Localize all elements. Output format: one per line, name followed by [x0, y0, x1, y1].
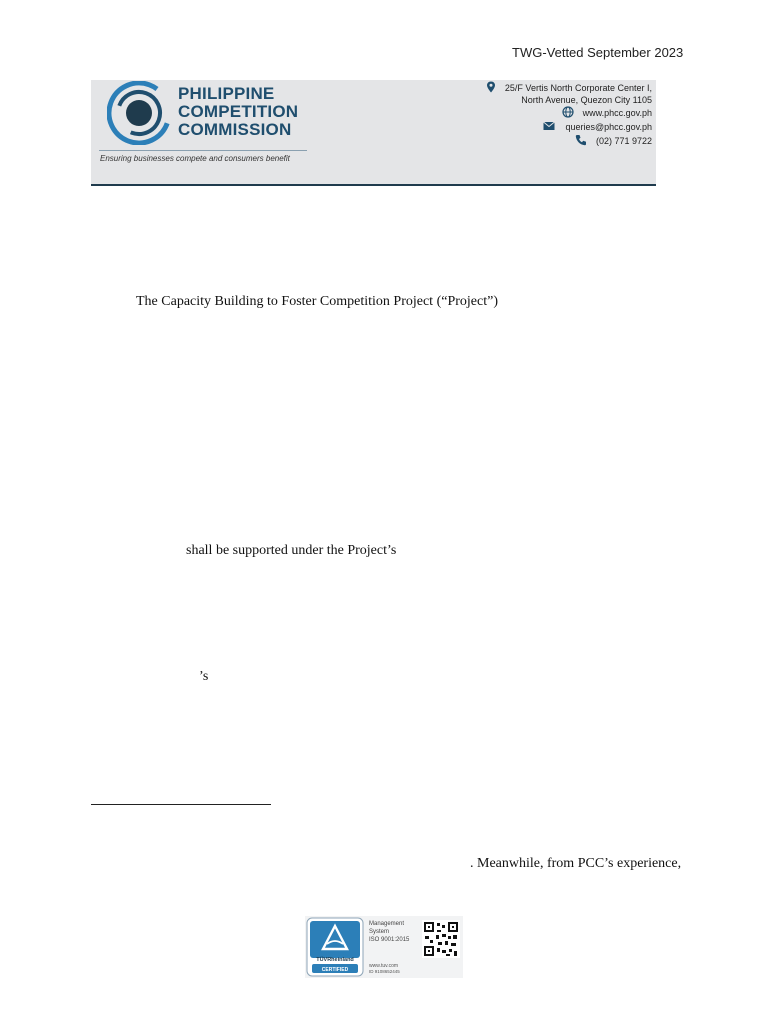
cert-id: ID 9108652445	[369, 969, 400, 974]
phone-icon	[575, 134, 587, 146]
tagline-rule	[99, 150, 307, 151]
org-name-line3: COMMISSION	[178, 120, 292, 139]
cert-brand: TÜVRheinland	[316, 957, 354, 963]
website-link[interactable]: www.phcc.gov.ph	[582, 108, 652, 118]
email-link[interactable]: queries@phcc.gov.ph	[565, 122, 652, 132]
footnote-separator	[91, 804, 271, 805]
body-text-support: shall be supported under the Project’s	[186, 543, 397, 558]
envelope-icon	[543, 120, 555, 132]
org-name-line2: COMPETITION	[178, 102, 299, 121]
cert-system-line1: Management	[369, 921, 405, 927]
pcc-logo	[107, 81, 171, 145]
vetted-label: TWG-Vetted September 2023	[512, 45, 684, 60]
globe-icon	[562, 106, 574, 118]
cert-certified: CERTIFIED	[321, 967, 349, 973]
cert-system-line2: System	[369, 929, 390, 935]
cert-site: www.tuv.com	[369, 963, 399, 969]
body-text-project: The Capacity Building to Foster Competition Project (“Project”)	[136, 294, 498, 309]
certification-badge	[305, 916, 463, 978]
location-pin-icon	[485, 81, 497, 93]
letterhead-banner	[91, 80, 656, 186]
org-name-line1: PHILIPPINE	[178, 84, 275, 103]
tagline: Ensuring businesses compete and consumers benefit	[100, 154, 290, 163]
address-line1: 25/F Vertis North Corporate Center I,	[504, 83, 652, 93]
qr-code-icon	[422, 920, 460, 958]
cert-standard: ISO 9001:2015	[369, 937, 410, 943]
body-text-meanwhile: . Meanwhile, from PCC’s experience,	[470, 856, 682, 871]
body-text-possessive: ’s	[199, 669, 209, 684]
address-line2: North Avenue, Quezon City 1105	[521, 95, 652, 105]
phone-number: (02) 771 9722	[595, 136, 652, 146]
org-name	[178, 85, 298, 139]
